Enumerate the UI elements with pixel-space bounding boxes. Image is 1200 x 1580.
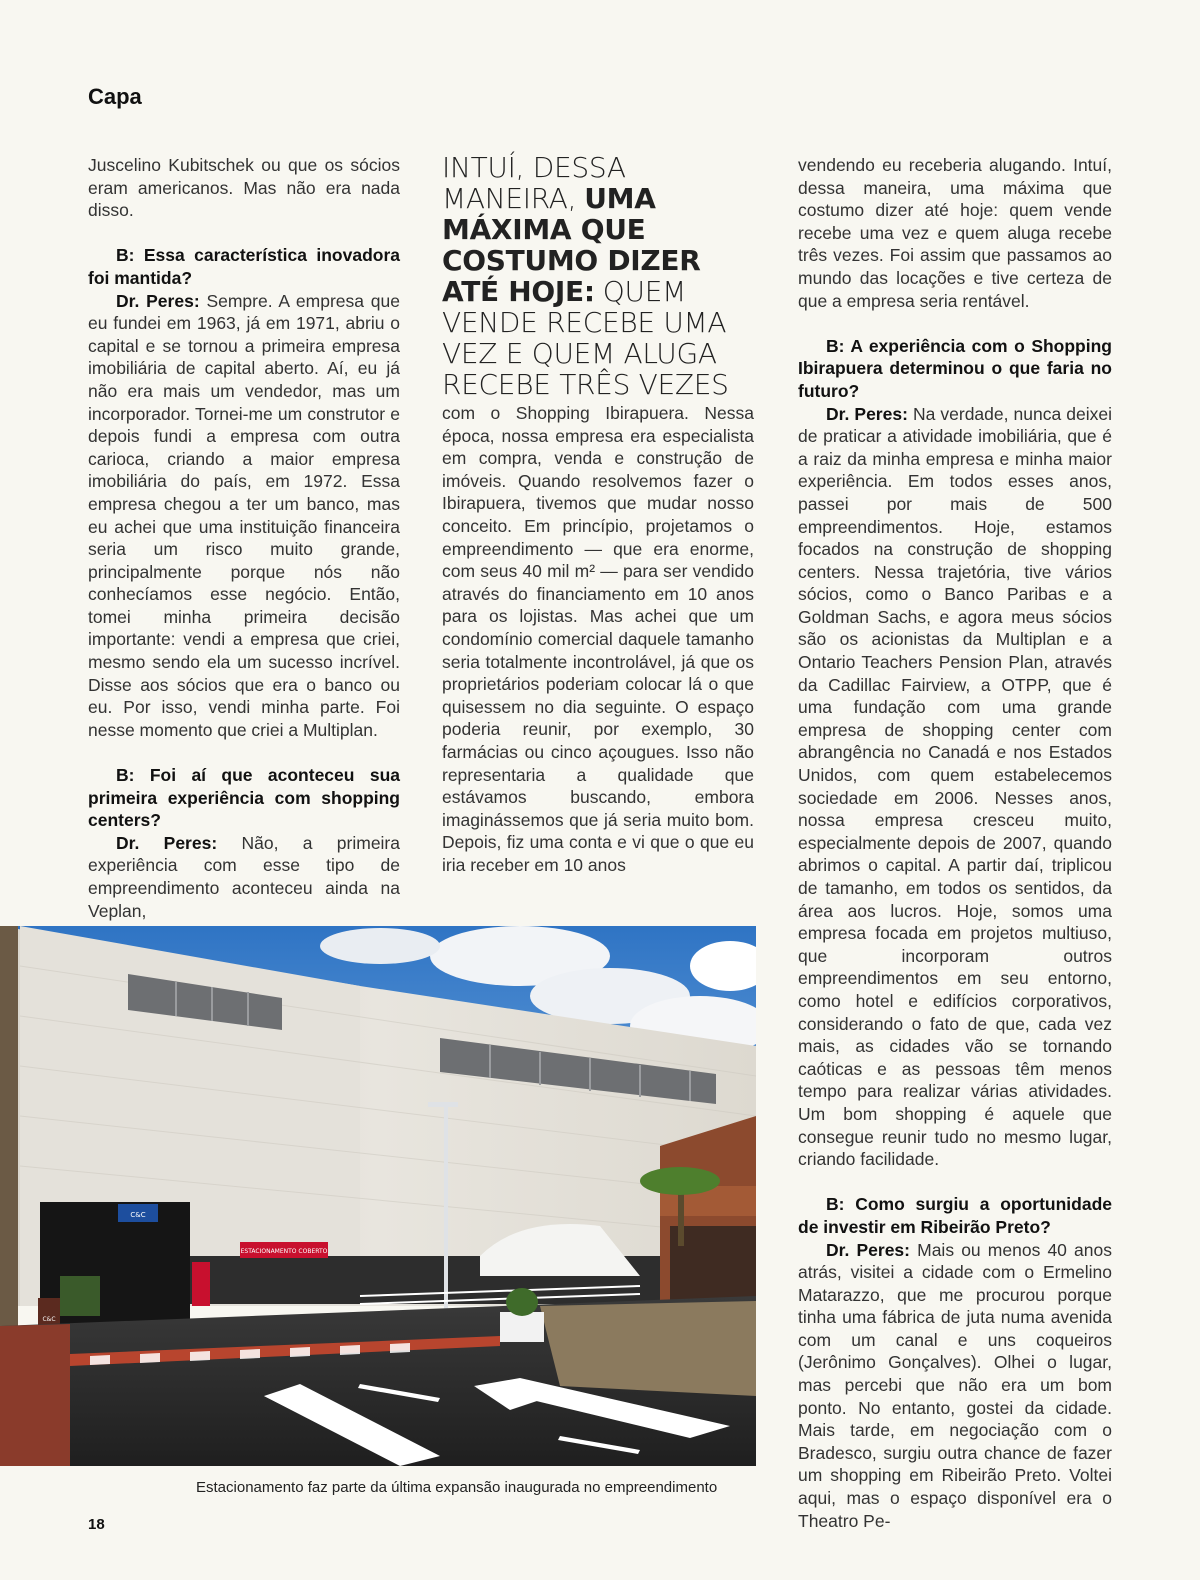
interview-answer — [88, 290, 400, 742]
paragraph: Juscelino Kubitschek ou que os sócios eram americanos. Mas não era nada disso. — [88, 155, 400, 221]
interview-question: B: Foi aí que aconteceu sua primeira experiência com shopping centers? — [88, 765, 400, 831]
interview-question: B: A experiência com o Shopping Ibirapuera determinou o que faria no futuro? — [798, 335, 1112, 401]
answer-text: Sempre. A empresa que eu fundei em 1963, já em 1971, abriu o capital e se tornou a primeira empresa imobiliária de capital aberto. Aí, eu já não era mais um vendedor, mas um incorporador. Tornei-me um construtor e depois fundi a empresa com outra carioca, criando a maior empresa imobiliária do país, em 1972. Essa empresa chegou a ter um banco, mas eu achei que uma instituição financeira seria um risco muito grande, principalmente porque nós não conhecíamos esse negócio. Então, tomei minha primeira decisão importante: vendi a empresa que criei, mesmo sendo ela um sucesso incrível. Disse aos sócios que era o banco ou eu. Por isso, vendi minha parte. Foi nesse momento que criei a Multiplan. — [88, 290, 400, 740]
pull-quote — [442, 152, 762, 400]
paragraph: vendendo eu receberia alugando. Intuí, dessa maneira, uma máxima que costumo dizer até hoje: quem vende recebe uma vez e quem aluga recebe três vezes. Foi assim que passamos ao mundo das locações e tive certeza de que a empresa seria rentável. — [798, 155, 1112, 311]
speaker-label: Dr. Peres: — [826, 1239, 910, 1260]
parking-sign-red: ESTACIONAMENTO COBERTO — [240, 1248, 328, 1255]
section-label: Capa — [88, 84, 142, 109]
parking-sign-blue: C&C — [130, 1211, 146, 1219]
answer-text: Não, a primeira experiência com esse tipo de empreendimento aconteceu ainda na Veplan, — [88, 832, 400, 921]
answer-text: Na verdade, nunca deixei de praticar a atividade imobiliária, que é a raiz da minha empresa e minha maior experiência. Em todos esses anos, passei por mais de 500 empreendimentos. Hoje, estamos focados na construção de shopping centers. Nessa trajetória, tive vários sócios, como o Banco Paribas e a Goldman Sachs, e agora meus sócios são os acionistas da Multiplan e a Ontario Teachers Pension Plan, através da Cadillac Fairview, a OTPP, que é uma fundação com uma grande empresa de shopping center com abrangência no Canadá e nos Estados Unidos, com quem estabelecemos sociedade em 2006. Nesses anos, nossa empresa cresceu muito, especialmente depois de 2007, quando abrimos o capital. A partir daí, triplicou de tamanho, em todos os sentidos, da área aos lucros. Hoje, somos uma empresa focada em projetos multiuso, que incorporam outros empreendimentos em seu entorno, como hotel e edifícios corporativos, considerando o fato de que, cada vez mais, as cidades vão se tornando caóticas e as pessoas têm menos tempo para realizar várias atividades. Um bom shopping é aquele que consegue reunir tudo no mesmo lugar, criando facilidade. — [798, 403, 1112, 1170]
column-3 — [798, 154, 1112, 1532]
interview-answer — [798, 403, 1112, 1171]
pull-quote-part-2: UMA MÁXIMA QUE COSTUMO DIZER ATÉ HOJE: — [442, 182, 701, 308]
interview-answer — [88, 832, 400, 922]
photo-caption: Estacionamento faz parte da última expansão inaugurada no empreendimento — [196, 1479, 718, 1496]
interview-question: B: Essa característica inovadora foi mantida? — [88, 245, 400, 288]
speaker-label: Dr. Peres: — [826, 403, 908, 424]
pull-quote-part-1: INTUÍ, DESSA MANEIRA, — [442, 151, 626, 215]
shopping-parking-photo — [0, 926, 756, 1466]
answer-text: Mais ou menos 40 anos atrás, visitei a cidade com o Ermelino Matarazzo, que me procurou porque tinha uma fábrica de juta numa avenida com um canal e uns coqueiros (Jerônimo Gonçalves). Olhei o lugar, mas percebi que não era um bom ponto. No entanto, gostei da cidade. Mais tarde, em negociação com o Bradesco, surgiu outra chance de fazer um shopping em Ribeirão Preto. Voltei aqui, mas o espaço disponível era o Theatro Pe- — [798, 1239, 1112, 1531]
parking-sign-left: C&C — [42, 1316, 56, 1323]
paragraph: com o Shopping Ibirapuera. Nessa época, nossa empresa era especialista em compra, venda e construção de imóveis. Quando resolvemos fazer o Ibirapuera, tivemos que mudar nosso conceito. Em princípio, projetamos o empreendimento — que era enorme, com seus 40 mil m² — para ser vendido através do financiamento em 10 anos para os lojistas. Mas achei que um condomínio comercial daquele tamanho seria totalmente incontrolável, já que os proprietários poderiam colocar lá o que quisessem no dia seguinte. O espaço poderia reunir, por exemplo, 30 farmácias ou cinco açougues. Isso não representaria a qualidade que estávamos buscando, embora imaginássemos que já seria muito bom. Depois, fiz uma conta e vi que o que eu iria receber em 10 anos — [442, 403, 754, 875]
pull-quote-part-3: QUEM VENDE RECEBE UMA VEZ E QUEM ALUGA RECEBE TRÊS VEZES — [442, 275, 729, 401]
speaker-label: Dr. Peres: — [116, 290, 200, 311]
interview-question: B: Como surgiu a oportunidade de investir em Ribeirão Preto? — [798, 1194, 1112, 1237]
speaker-label: Dr. Peres: — [116, 832, 218, 853]
column-2 — [442, 402, 754, 876]
page-number: 18 — [88, 1516, 105, 1533]
column-1 — [88, 154, 400, 922]
interview-answer — [798, 1239, 1112, 1533]
